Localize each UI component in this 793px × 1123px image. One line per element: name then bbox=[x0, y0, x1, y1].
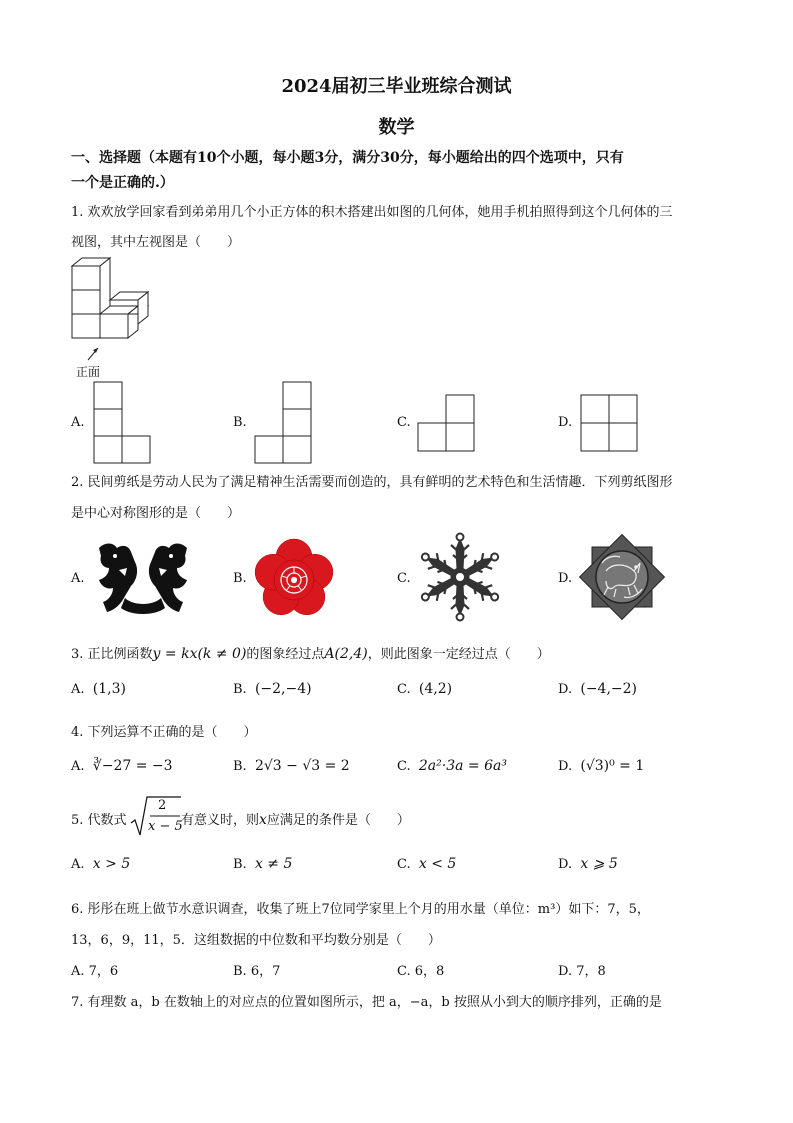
q4-option-a-label: A. bbox=[71, 759, 85, 774]
q2-option-b-label[interactable]: B. bbox=[233, 571, 247, 586]
q4-option-a[interactable] bbox=[71, 758, 173, 774]
q3-option-d[interactable] bbox=[558, 681, 637, 697]
q5-option-b-label: B. bbox=[233, 857, 247, 872]
q4-option-c[interactable] bbox=[397, 758, 507, 774]
q3-option-a-value: (1,3) bbox=[92, 681, 126, 697]
q5-prefix: 5. 代数式 bbox=[71, 813, 127, 828]
q4-stem: 4. 下列运算不正确的是（ ） bbox=[71, 725, 257, 740]
q2-option-d-label[interactable]: D. bbox=[558, 571, 573, 586]
q4-option-b[interactable] bbox=[233, 758, 350, 774]
q6-stem-line1: 6. 彤彤在班上做节水意识调查，收集了班上7位同学家里上个月的用水量（单位：m³）如下：7，5， bbox=[71, 902, 650, 917]
q3-option-b-label: B. bbox=[233, 682, 247, 697]
q4-option-b-value: 2√3 − √3 = 2 bbox=[254, 758, 350, 774]
q5-option-a-value: x > 5 bbox=[92, 856, 131, 872]
q5-suffix2: 应满足的条件是（ ） bbox=[266, 813, 410, 828]
q6-option-a[interactable]: A. 7，6 bbox=[71, 964, 119, 979]
page-title: 2024届初三毕业班综合测试 bbox=[281, 76, 512, 97]
q4-option-a-value: ∛−27 = −3 bbox=[92, 758, 173, 774]
q1-option-a-label[interactable]: A. bbox=[71, 415, 85, 430]
section-heading-line2: 一个是正确的.） bbox=[71, 175, 174, 191]
q3-option-c-value: (4,2) bbox=[418, 681, 453, 697]
q2-option-d-papercut bbox=[578, 533, 666, 621]
q1-option-c-label[interactable]: C. bbox=[397, 415, 411, 430]
q1-option-b-figure bbox=[254, 381, 312, 465]
q3-stem bbox=[71, 643, 550, 662]
q2-stem-line2: 是中心对称图形的是（ ） bbox=[71, 506, 241, 521]
q1-stem-line1: 1. 欢欢放学回家看到弟弟用几个小正方体的积木搭建出如图的几何体，她用手机拍照得到这个几何体的三 bbox=[71, 205, 673, 220]
q3-option-b-value: (−2,−4) bbox=[254, 681, 312, 697]
q6-option-c[interactable]: C. 6，8 bbox=[397, 964, 445, 979]
q3-option-d-label: D. bbox=[558, 682, 573, 697]
q5-option-b[interactable] bbox=[233, 856, 292, 872]
q1-3d-figure bbox=[70, 256, 160, 356]
q6-option-d[interactable]: D. 7，8 bbox=[558, 964, 606, 979]
q5-option-d-label: D. bbox=[558, 857, 573, 872]
q4-option-d-label: D. bbox=[558, 759, 573, 774]
q5-var: x bbox=[259, 812, 267, 828]
q5-option-a-label: A. bbox=[71, 857, 85, 872]
q1-option-d-figure bbox=[580, 394, 638, 452]
q2-stem-line1: 2. 民间剪纸是劳动人民为了满足精神生活需要而创造的，具有鲜明的艺术特色和生活情趣．下列剪纸图形 bbox=[71, 475, 673, 490]
q3-option-a-label: A. bbox=[71, 682, 85, 697]
q3-mid: 的图象经过点 bbox=[246, 647, 325, 662]
q2-option-c-papercut bbox=[418, 533, 502, 621]
q7-stem-line1: 7. 有理数 a，b 在数轴上的对应点的位置如图所示，把 a，−a，b 按照从小到大的顺序排列，正确的是 bbox=[71, 995, 662, 1010]
q1-option-d-label[interactable]: D. bbox=[558, 415, 573, 430]
q5-stem-rest bbox=[181, 809, 410, 828]
subject-title: 数学 bbox=[378, 117, 415, 138]
q3-option-b[interactable] bbox=[233, 681, 312, 697]
q2-option-b-papercut bbox=[252, 537, 336, 621]
q2-option-c-label[interactable]: C. bbox=[397, 571, 411, 586]
q4-option-b-label: B. bbox=[233, 759, 247, 774]
q1-option-a-figure bbox=[93, 381, 151, 465]
q3-prefix: 3. 正比例函数 bbox=[71, 647, 153, 662]
q5-option-a[interactable] bbox=[71, 856, 130, 872]
q4-option-c-label: C. bbox=[397, 759, 411, 774]
q2-option-a-label[interactable]: A. bbox=[71, 571, 85, 586]
q4-option-d-value: (√3)⁰ = 1 bbox=[580, 758, 645, 774]
q5-option-c-value: x < 5 bbox=[418, 856, 457, 872]
q2-option-a-papercut bbox=[95, 540, 191, 618]
q1-option-b-label[interactable]: B. bbox=[233, 415, 247, 430]
q5-option-d[interactable] bbox=[558, 856, 618, 872]
q5-option-c-label: C. bbox=[397, 857, 411, 872]
front-label: 正面 bbox=[76, 365, 101, 379]
q5-suffix: 有意义时，则 bbox=[181, 813, 260, 828]
q1-stem-line2: 视图，其中左视图是（ ） bbox=[71, 235, 241, 250]
q3-option-d-value: (−4,−2) bbox=[580, 681, 638, 697]
section-heading-line1: 一、选择题（本题有10个小题，每小题3分，满分30分，每小题给出的四个选项中，只有 bbox=[71, 150, 624, 166]
q4-option-c-value: 2a²·3a = 6a³ bbox=[418, 758, 507, 774]
q5-option-b-value: x ≠ 5 bbox=[254, 856, 293, 872]
q3-function: y = kx(k ≠ 0) bbox=[152, 646, 247, 662]
q4-option-d[interactable] bbox=[558, 758, 644, 774]
q3-option-a[interactable] bbox=[71, 681, 126, 697]
q3-option-c-label: C. bbox=[397, 682, 411, 697]
q3-point: A(2,4) bbox=[324, 646, 368, 662]
q5-numerator: 2 bbox=[158, 798, 167, 813]
q1-option-c-figure bbox=[417, 394, 475, 452]
q6-option-b[interactable]: B. 6，7 bbox=[233, 964, 281, 979]
q3-suffix: ，则此图象一定经过点（ ） bbox=[367, 647, 550, 662]
q5-option-d-value: x ⩾ 5 bbox=[580, 856, 618, 872]
q5-denominator: x − 5 bbox=[148, 819, 183, 834]
q3-option-c[interactable] bbox=[397, 681, 452, 697]
q6-stem-line2: 13，6，9，11，5．这组数据的中位数和平均数分别是（ ） bbox=[71, 933, 441, 948]
q5-option-c[interactable] bbox=[397, 856, 456, 872]
